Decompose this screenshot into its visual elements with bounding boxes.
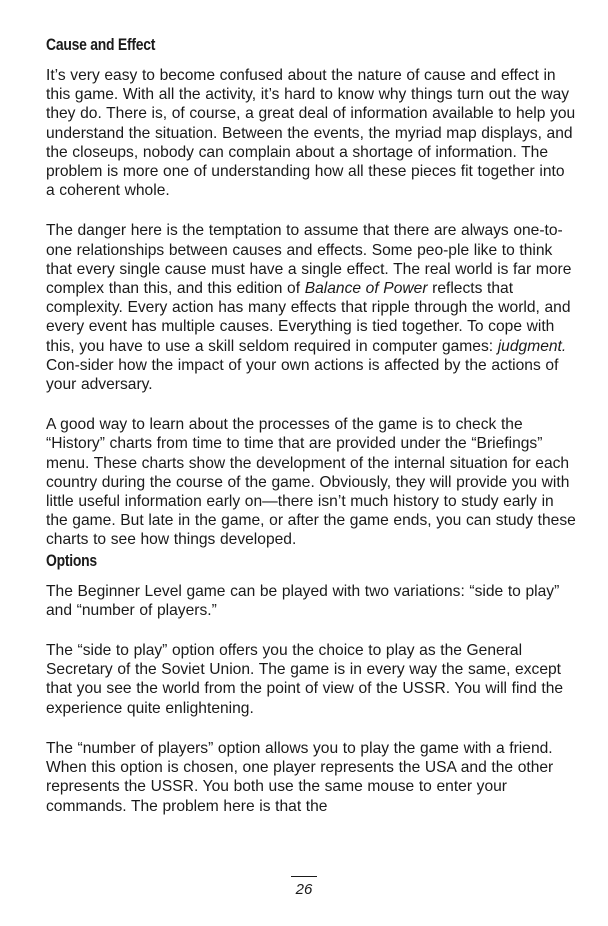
footer-rule [291, 876, 317, 877]
emphasis-text: judgment. [497, 337, 567, 355]
paragraph: The Beginner Level game can be played with two variations: “side to play” and “number of players.” [46, 582, 560, 619]
paragraph: A good way to learn about the processes of the game is to check the “History” charts from time to time that are provided under the “Briefings” menu. These charts show the development of the internal situation for each country during the course of the game. Obviously, they will provide you with little useful information early on—there isn’t much history to study early in the game. But late in the game, or after the game ends, you can study these charts to see how things developed. [46, 416, 576, 549]
section-cause-and-effect [46, 34, 576, 550]
emphasis-text: Balance of Power [304, 280, 428, 298]
page-footer [0, 876, 608, 899]
paragraph: It’s very easy to become confused about the nature of cause and effect in this game. With all the activity, it’s hard to know why things turn out the way they do. There is, of course, a great deal of information available to help you understand the situation. Between the events, the myriad map displays, and the closeups, nobody can complain about a shortage of information. The problem is more one of understanding how all these pieces fit together into a coherent whole. [46, 67, 576, 200]
section-options [46, 550, 576, 816]
paragraph: The “number of players” option allows you to play the game with a friend. When this option is chosen, one player represents the USA and the other represents the USSR. You both use the same mouse to enter your commands. The problem here is that the [46, 739, 554, 815]
section-heading: Cause and Effect [46, 35, 156, 54]
paragraph: The “side to play” option offers you the choice to play as the General Secretary of the Soviet Union. The game is in every way the same, except that you see the world from the point of view of the USSR. You will find the experience quite enlightening. [46, 642, 564, 717]
page-number: 26 [295, 881, 313, 898]
paragraph: The danger here is the temptation to assume that there are always one-to-one relationships between causes and effects. Some peo-ple like to think that every single cause must have a single effect. The real world is far more complex than this, and this edition of Balance of Power reflects that complexity. Every action has many effects that ripple through the world, and every event has multiple causes. Everything is tied together. To cope with this, you have to use a skill seldom required in computer games: judgment. Con-sider how the impact of your own actions is affected by the actions of your adversary. [46, 222, 572, 394]
document-page [46, 34, 576, 816]
section-heading: Options [46, 550, 97, 570]
